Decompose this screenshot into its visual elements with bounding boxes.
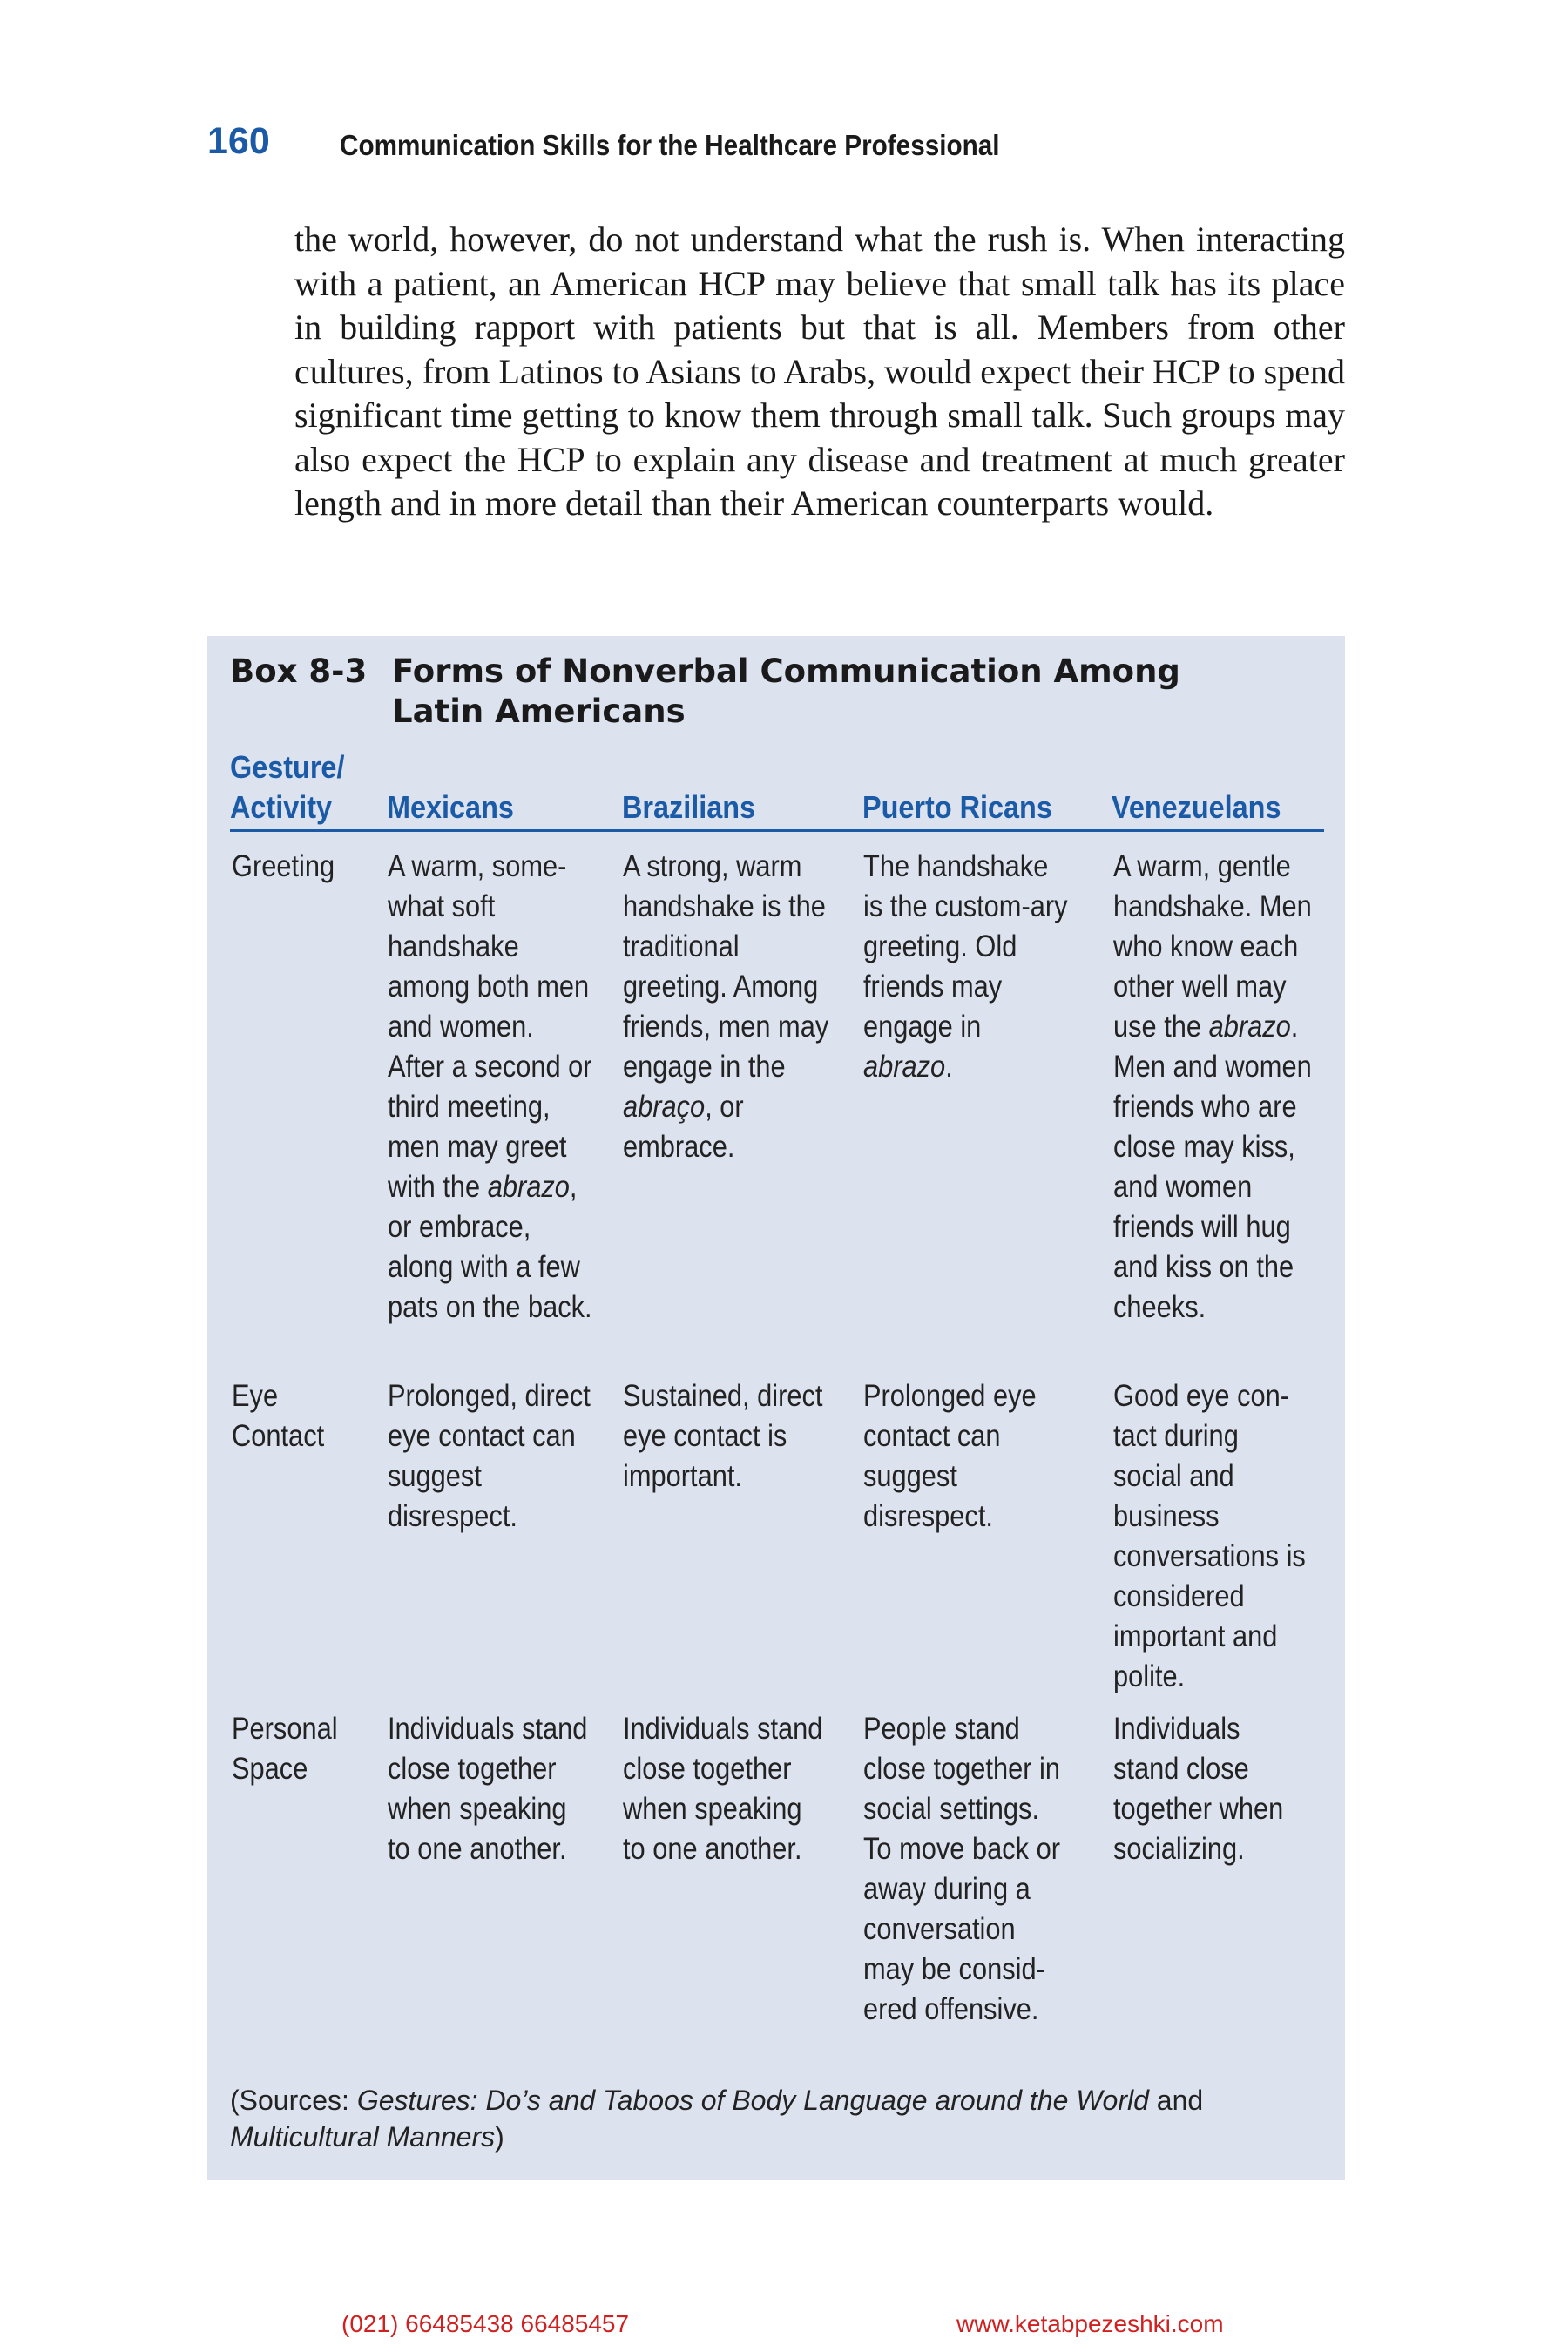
row-eye-contact-venezuelans: Good eye con-tact during social and business conversations is considered important and polite. xyxy=(1113,1379,1306,1693)
row-greeting-activity: Greeting xyxy=(232,849,335,883)
row-greeting-puerto-ricans: The handshake is the custom-ary greeting. Old friends may engage in abrazo. xyxy=(863,849,1068,1084)
row-personal-space-venezuelans: Individuals stand close together when socializing. xyxy=(1113,1712,1284,1866)
col-head-venezuelans: Venezuelans xyxy=(1112,789,1281,825)
row-eye-contact-activity: Eye Contact xyxy=(232,1379,325,1453)
row-personal-space-activity: Personal Space xyxy=(232,1712,338,1786)
box-8-3 xyxy=(207,636,1345,2180)
header-rule xyxy=(230,829,1324,832)
running-head: Communication Skills for the Healthcare Professional xyxy=(340,129,1000,161)
body-text xyxy=(294,218,1345,526)
row-eye-contact-puerto-ricans: Prolonged eye contact can suggest disrespect. xyxy=(863,1379,1037,1533)
box-title-text: Forms of Nonverbal Communication Among Latin Americans xyxy=(392,652,1180,730)
sources-note: (Sources: Gestures: Do’s and Taboos of Body Language around the World and Multicultural Manners) xyxy=(230,2085,1204,2153)
col-head-puerto-ricans: Puerto Ricans xyxy=(862,789,1052,825)
row-personal-space-brazilians: Individuals stand close together when speaking to one another. xyxy=(623,1712,823,1866)
row-eye-contact-mexicans: Prolonged, direct eye contact can suggest disrespect. xyxy=(388,1379,591,1533)
col-head-gesture-2: Activity xyxy=(230,789,333,825)
row-greeting-brazilians: A strong, warm handshake is the traditional greeting. Among friends, men may engage in the abraço, or embrace. xyxy=(623,849,829,1164)
row-eye-contact-brazilians: Sustained, direct eye contact is important. xyxy=(623,1379,823,1493)
row-greeting-venezuelans: A warm, gentle handshake. Men who know each other well may use the abrazo. Men and women friends who are close may kiss, and women friends will hug and kiss on the cheeks. xyxy=(1113,849,1312,1324)
row-greeting-mexicans: A warm, some-what soft handshake among both men and women. After a second or third meeting, men may greet with the abrazo, or embrace, along with a few pats on the back. xyxy=(388,849,592,1324)
row-personal-space-mexicans: Individuals stand close together when speaking to one another. xyxy=(388,1712,588,1866)
footer-url[interactable]: www.ketabpezeshki.com xyxy=(956,2310,1224,2337)
col-head-brazilians: Brazilians xyxy=(622,789,756,825)
page-number: 160 xyxy=(207,120,270,162)
footer-phone: (021) 66485438 66485457 xyxy=(341,2310,630,2337)
box-label: Box 8-3 xyxy=(230,652,368,690)
col-head-gesture-1: Gesture/ xyxy=(230,749,345,785)
box-title xyxy=(230,652,1180,730)
body-paragraph: the world, however, do not understand what the rush is. When interacting with a patient, an American HCP may believe that small talk has its place in building rapport with patients but that is all. Members from other cultures, from Latinos to Asians to Arabs, would expect their HCP to spend significant time getting to know them through small talk. Such groups may also expect the HCP to explain any disease and treatment at much greater length and in more detail than their American counterparts would. xyxy=(294,220,1345,523)
col-head-mexicans: Mexicans xyxy=(387,789,514,825)
row-personal-space-puerto-ricans: People stand close together in social settings. To move back or away during a conversation may be consid-ered offensive. xyxy=(863,1712,1061,2026)
